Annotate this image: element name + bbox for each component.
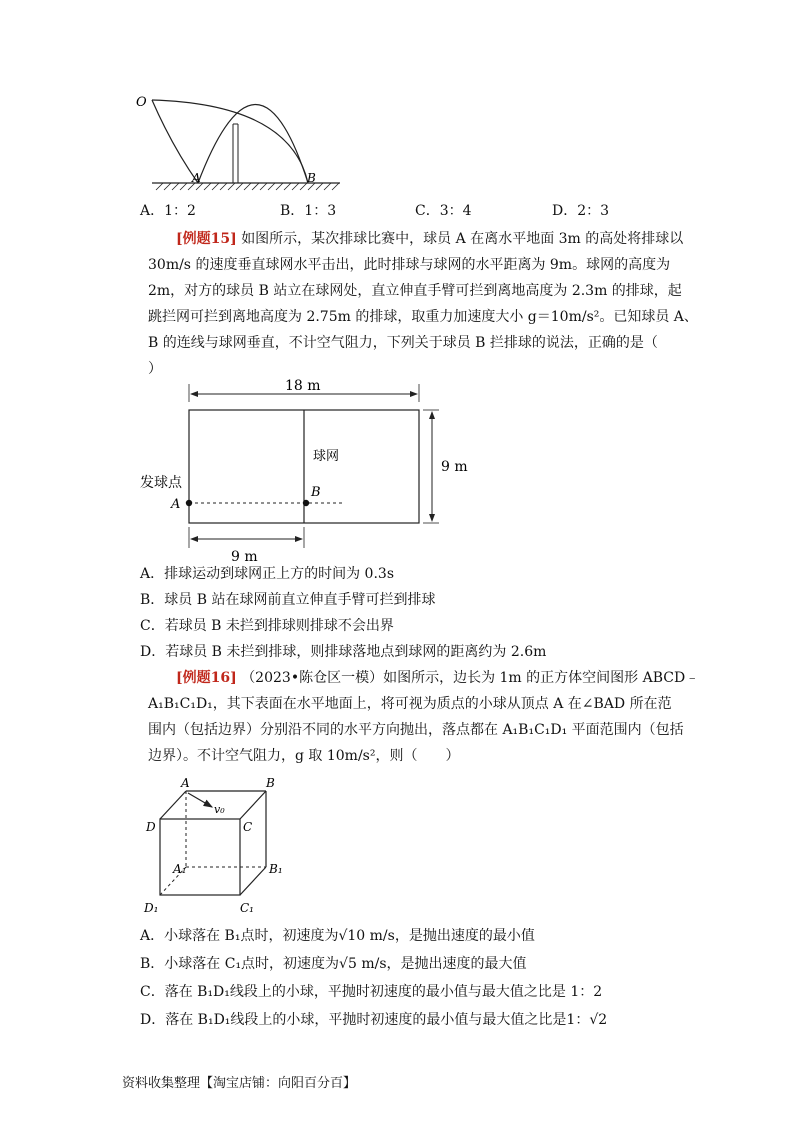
footer-text: 资料收集整理【淘宝店铺：向阳百分百】 <box>122 1076 357 1091</box>
bottom-label: 9 m <box>231 549 258 564</box>
ex15-option-c[interactable]: C．若球员 B 未拦到排球则排球不会出界 <box>140 618 394 634</box>
point-B-label: B <box>311 485 321 500</box>
ex16-option-d[interactable]: D．落在 B₁D₁线段上的小球，平抛时初速度的最小值与最大值之比是1：√2 <box>140 1012 608 1028</box>
cube-label-A: A <box>181 776 190 790</box>
q14-option-d[interactable]: D．2：3 <box>552 203 610 219</box>
ex16-option-b[interactable]: B．小球落在 C₁点时，初速度为√5 m/s，是抛出速度的最大值 <box>140 956 527 972</box>
cube-label-A1: A₁ <box>173 862 187 876</box>
trajectory-figure <box>130 86 350 191</box>
cube-label-B: B <box>266 776 275 790</box>
cube-label-B1: B₁ <box>269 862 283 876</box>
cube-label-D1: D₁ <box>144 901 159 915</box>
point-A-label: A <box>171 497 181 512</box>
court-figure <box>135 372 475 564</box>
net-label: 球网 <box>313 449 340 464</box>
ex15-tag: [例题15] <box>176 231 237 247</box>
q14-option-a[interactable]: A．1：2 <box>140 203 196 219</box>
cube-label-D: D <box>146 820 156 834</box>
q14-option-b[interactable]: B．1：3 <box>280 203 337 219</box>
ex16-line-2: A₁B₁C₁D₁，其下表面在水平地面上，将可视为质点的小球从顶点 A 在∠BAD 所在范 <box>148 696 672 712</box>
ex15-option-b[interactable]: B．球员 B 站在球网前直立伸直手臂可拦到排球 <box>140 592 436 608</box>
ex16-line-4: 边界）。不计空气阻力，g 取 10m/s²，则（ ） <box>148 748 460 764</box>
ex15-line-1: [例题15] 如图所示，某次排球比赛中，球员 A 在离水平地面 3m 的高处将排球以 <box>176 231 684 247</box>
ex16-option-a[interactable]: A．小球落在 B₁点时，初速度为√10 m/s，是抛出速度的最小值 <box>140 928 535 944</box>
cube-label-C1: C₁ <box>240 901 254 915</box>
cube-label-C: C <box>243 820 253 834</box>
cube-figure <box>138 775 298 920</box>
ex15-line-6: ） <box>148 361 162 377</box>
ex16-option-c[interactable]: C．落在 B₁D₁线段上的小球，平抛时初速度的最小值与最大值之比是 1：2 <box>140 984 603 1000</box>
velocity-label: v₀ <box>214 803 225 816</box>
ex15-line-2: 30m/s 的速度垂直球网水平击出，此时排球与球网的水平距离为 9m。球网的高度为 <box>148 257 671 273</box>
ex15-option-a[interactable]: A．排球运动到球网正上方的时间为 0.3s <box>140 566 395 582</box>
label-A: A <box>192 171 201 185</box>
label-B: B <box>307 171 316 185</box>
width-label: 18 m <box>285 378 321 394</box>
ex15-line-3: 2m，对方的球员 B 站立在球网处，直立伸直手臂可拦到离地高度为 2.3m 的排球，起 <box>148 283 682 299</box>
ex15-line-5: B 的连线与球网垂直，不计空气阻力，下列关于球员 B 拦排球的说法，正确的是（ <box>148 335 658 351</box>
q14-option-c[interactable]: C．3：4 <box>415 203 472 219</box>
serve-label: 发球点 <box>140 475 182 491</box>
height-label: 9 m <box>441 459 468 475</box>
ex15-line-4: 跳拦网可拦到离地高度为 2.75m 的排球，取重力加速度大小 g＝10m/s²。已知球员 A、 <box>148 309 698 325</box>
ex15-option-d[interactable]: D．若球员 B 未拦到排球，则排球落地点到球网的距离约为 2.6m <box>140 644 547 660</box>
ex16-tag: [例题16] <box>176 670 237 686</box>
ex16-line-3: 围内（包括边界）分别沿不同的水平方向抛出，落点都在 A₁B₁C₁D₁ 平面范围内（包括 <box>148 722 684 738</box>
ex16-line-1: [例题16] （2023•陈仓区一模）如图所示，边长为 1m 的正方体空间图形 ABCD﹣ <box>176 670 700 686</box>
label-O: O <box>136 95 147 110</box>
